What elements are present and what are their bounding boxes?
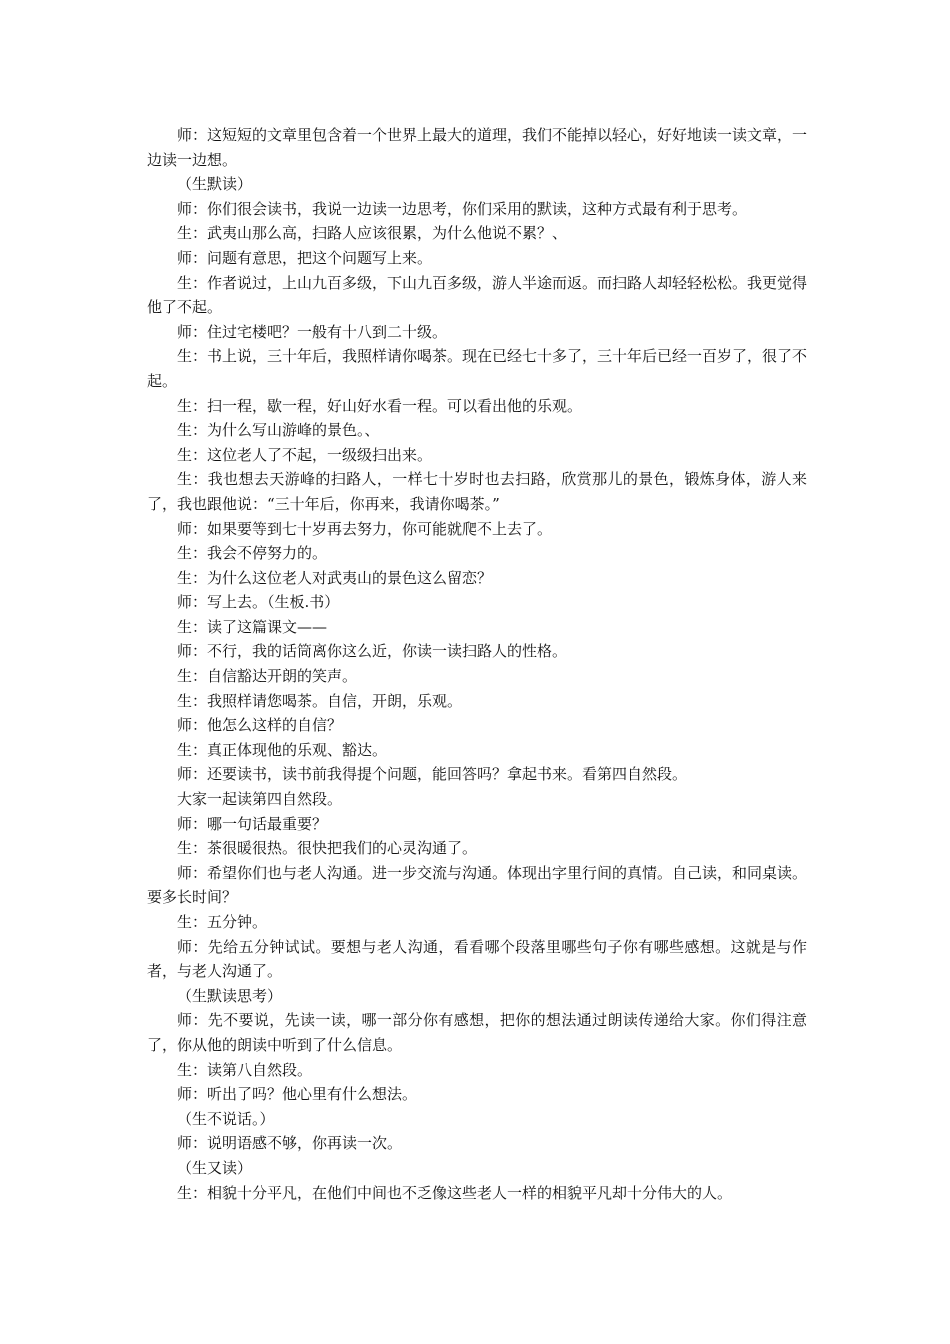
paragraph: 生：书上说，三十年后，我照样请你喝茶。现在已经七十多了，三十年后已经一百岁了，很了不起。	[147, 347, 808, 390]
paragraph: 生：我照样请您喝茶。自信，开朗，乐观。	[177, 691, 463, 710]
paragraph: 师：说明语感不够，你再读一次。	[177, 1134, 403, 1153]
paragraph: 生：读了这篇课文——	[177, 617, 328, 636]
paragraph: （生不说话。）	[177, 1109, 275, 1128]
paragraph: 生：为什么写山游峰的景色。、	[177, 421, 380, 440]
paragraph: 师：还要读书，读书前我得提个问题，能回答吗？拿起书来。看第四自然段。	[177, 765, 688, 784]
paragraph: 生：扫一程，歇一程，好山好水看一程。可以看出他的乐观。	[177, 396, 583, 415]
paragraph: 生：我会不停努力的。	[177, 544, 328, 563]
paragraph: 生：相貌十分平凡，在他们中间也不乏像这些老人一样的相貌平凡却十分伟大的人。	[177, 1183, 733, 1202]
paragraph: （生又读）	[177, 1158, 253, 1177]
paragraph: 师：他怎么这样的自信？	[177, 716, 343, 735]
paragraph: 生：茶很暖很热。很快把我们的心灵沟通了。	[177, 839, 478, 858]
paragraph: （生默读）	[177, 175, 253, 194]
paragraph: （生默读思考）	[177, 986, 283, 1005]
paragraph: 生：自信豁达开朗的笑声。	[177, 667, 358, 686]
paragraph: 师：希望你们也与老人沟通。进一步交流与沟通。体现出字里行间的真情。自己读，和同桌读。要多长时间？	[147, 863, 808, 907]
paragraph: 师：你们很会读书，我说一边读一边思考，你们采用的默读，这种方式最有利于思考。	[177, 199, 748, 218]
paragraph: 生：五分钟。	[177, 913, 268, 931]
paragraph: 师：问题有意思，把这个问题写上来。	[177, 248, 433, 267]
document-page	[147, 123, 807, 1205]
paragraph: 师：先不要说，先读一读，哪一部分你有感想，把你的想法通过朗读传递给大家。你们得注意了，你从他的朗读中听到了什么信息。	[147, 1011, 807, 1054]
paragraph: 生：这位老人了不起，一级级扫出来。	[177, 445, 433, 464]
paragraph: 师：不行，我的话筒离你这么近，你读一读扫路人的性格。	[177, 642, 568, 661]
paragraph: 师：听出了吗？他心里有什么想法。	[177, 1085, 418, 1104]
paragraph: 师：这短短的文章里包含着一个世界上最大的道理，我们不能掉以轻心，好好地读一读文章，一边读一边想。	[147, 126, 808, 169]
paragraph: 师：写上去。（生板.书）	[177, 593, 340, 612]
paragraph: 师：先给五分钟试试。要想与老人沟通，看看哪个段落里哪些句子你有哪些感想。这就是与作者，与老人沟通了。	[147, 937, 807, 981]
paragraph: 大家一起读第四自然段。	[177, 790, 343, 809]
paragraph: 生：武夷山那么高，扫路人应该很累，为什么他说不累？、	[177, 224, 568, 243]
paragraph: 生：我也想去天游峰的扫路人，一样七十岁时也去扫路，欣赏那儿的景色，锻炼身体，游人来了，我也跟他说：“三十年后，你再来，我请你喝茶。”	[147, 470, 807, 513]
paragraph: 师：住过宅楼吧？一般有十八到二十级。	[177, 322, 448, 341]
paragraph: 生：真正体现他的乐观、豁达。	[177, 740, 388, 759]
paragraph: 生：读第八自然段。	[177, 1060, 313, 1079]
paragraph: 生：作者说过，上山九百多级，下山九百多级，游人半途而返。而扫路人却轻轻松松。我更觉得他了不起。	[147, 273, 808, 317]
paragraph: 师：哪一句话最重要？	[177, 814, 328, 833]
paragraph: 生：为什么这位老人对武夷山的景色这么留恋？	[177, 568, 493, 587]
paragraph: 师：如果要等到七十岁再去努力，你可能就爬不上去了。	[177, 519, 553, 538]
